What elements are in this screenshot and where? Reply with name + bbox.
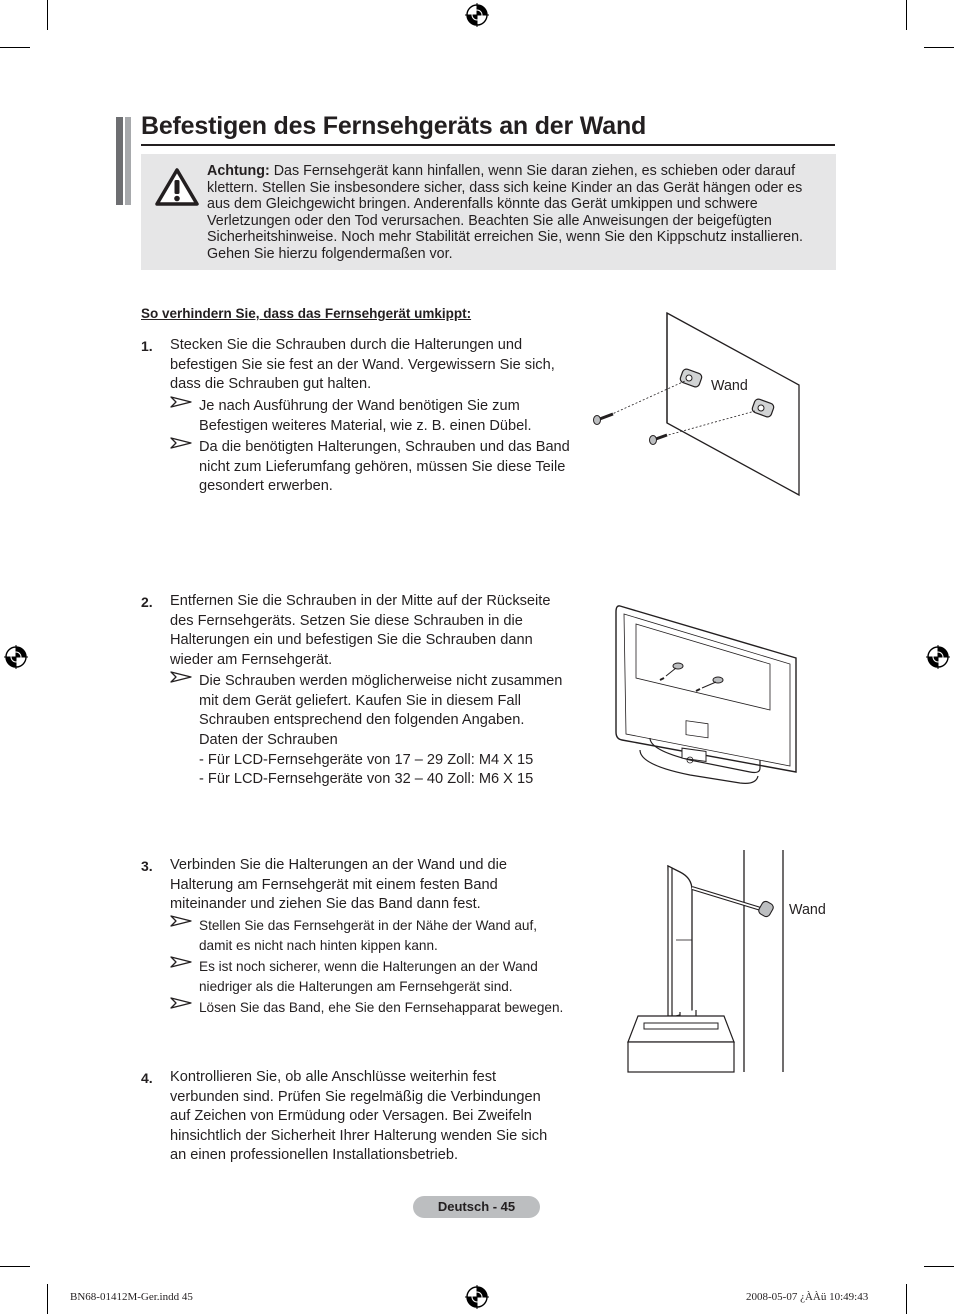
step-number: 2.	[141, 594, 153, 610]
crop-mark	[924, 1266, 954, 1267]
note-arrow-icon	[170, 956, 192, 970]
note-text: Lösen Sie das Band, ehe Sie den Fernsehapparat bewegen.	[199, 1000, 564, 1015]
crop-mark	[906, 1284, 907, 1314]
screw-specs-line: Daten der Schrauben	[199, 732, 338, 748]
tv-strap-illustration	[620, 850, 790, 1075]
note-text: Da die benötigten Halterungen, Schrauben und das Band nicht zum Lieferumfang gehören, müssen Sie diese Teile gesondert erwerben.	[199, 439, 570, 495]
screw-specs	[199, 731, 579, 790]
note-text: Es ist noch sicherer, wenn die Halterungen an der Wand niedriger als die Halterungen am Fernsehgerät sind.	[199, 959, 538, 995]
screw-specs-line: - Für LCD-Fernsehgeräte von 17 – 29 Zoll: M4 X 15	[199, 751, 534, 768]
registration-mark-icon	[465, 1285, 489, 1309]
warning-body: Das Fernsehgerät kann hinfallen, wenn Sie daran ziehen, es schieben oder darauf klettern. Stellen Sie insbesondere sicher, dass sich keine Kinder an das Gerät hängen oder es aus dem Gleichgewicht bringen. Anderenfalls könnte das Gerät umkippen und schwere Verletzungen oder den Tod verursachen. Beachten Sie alle Anweisungen der beigefügten Sicherheitshinweise. Noch mehr Stabilität erreichen Sie, wenn Sie den Kippschutz installieren. Gehen Sie hierzu folgendermaßen vor.	[207, 163, 804, 262]
step-text: Stecken Sie die Schrauben durch die Halterungen und befestigen Sie sie fest an der Wand. Vergewissern Sie sich, dass die Schrauben gut halten.	[170, 337, 555, 393]
title-accent-bar	[116, 117, 123, 205]
note-text: Die Schrauben werden möglicherweise nicht zusammen mit dem Gerät geliefert. Kaufen Sie in diesem Fall Schrauben entsprechend den folgenden Angaben.	[199, 673, 563, 729]
note	[170, 957, 570, 998]
tv-back-illustration	[610, 600, 805, 790]
note	[170, 672, 570, 731]
note	[170, 397, 570, 436]
step-number: 4.	[141, 1070, 153, 1086]
screw-specs-line: - Für LCD-Fernsehgeräte von 32 – 40 Zoll: M6 X 15	[199, 771, 534, 788]
page-title: Befestigen des Fernsehgeräts an der Wand	[141, 112, 647, 140]
wall-bracket-illustration	[585, 305, 810, 505]
title-accent-bar	[125, 117, 131, 205]
note	[170, 916, 570, 957]
note-arrow-icon	[170, 671, 192, 685]
note-text: Stellen Sie das Fernsehgerät in der Nähe der Wand auf, damit es nicht nach hinten kippen kann.	[199, 918, 538, 954]
wall-label: Wand	[711, 378, 748, 394]
page-number-badge: Deutsch - 45	[413, 1196, 540, 1218]
note-arrow-icon	[170, 396, 192, 410]
step-number: 1.	[141, 338, 153, 354]
crop-mark	[0, 47, 30, 48]
title-rule	[141, 144, 835, 146]
note	[170, 438, 570, 497]
note	[170, 998, 570, 1018]
step-text: Verbinden Sie die Halterungen an der Wand und die Halterung am Fernsehgerät mit einem festen Band miteinander und ziehen Sie das Band dann fest.	[170, 857, 507, 913]
registration-mark-icon	[926, 645, 950, 669]
warning-triangle-icon	[154, 167, 200, 207]
note-arrow-icon	[170, 915, 192, 929]
screw-icon	[650, 435, 668, 445]
note-text: Je nach Ausführung der Wand benötigen Sie zum Befestigen weiteres Material, wie z. B. einen Dübel.	[199, 398, 532, 434]
registration-mark-icon	[465, 3, 489, 27]
step-number: 3.	[141, 858, 153, 874]
section-subheading: So verhindern Sie, dass das Fernsehgerät umkippt:	[141, 306, 472, 321]
warning-label: Achtung:	[207, 163, 270, 179]
crop-mark	[47, 0, 48, 30]
step-text: Entfernen Sie die Schrauben in der Mitte auf der Rückseite des Fernsehgeräts. Setzen Sie diese Schrauben in die Halterungen ein und befestigen Sie die Schrauben dann wieder am Fernsehgerät.	[170, 593, 551, 668]
crop-mark	[924, 47, 954, 48]
wall-label: Wand	[789, 902, 826, 918]
footer-file: BN68-01412M-Ger.indd 45	[70, 1291, 193, 1303]
crop-mark	[0, 1266, 30, 1267]
note-arrow-icon	[170, 997, 192, 1011]
screw-icon	[594, 414, 614, 425]
note-arrow-icon	[170, 437, 192, 451]
crop-mark	[906, 0, 907, 30]
registration-mark-icon	[4, 645, 28, 669]
footer-date: 2008-05-07 ¿ÀÀü 10:49:43	[746, 1291, 869, 1303]
warning-text	[207, 163, 829, 263]
step-text: Kontrollieren Sie, ob alle Anschlüsse weiterhin fest verbunden sind. Prüfen Sie regelmäßig die Verbindungen auf Zeichen von Ermüdung oder Versagen. Bei Zweifeln hinsichtlich der Sicherheit Ihrer Halterung wenden Sie sich an einen professionellen Installationsbetrieb.	[170, 1069, 548, 1164]
bracket-icon	[757, 900, 774, 918]
crop-mark	[47, 1284, 48, 1314]
